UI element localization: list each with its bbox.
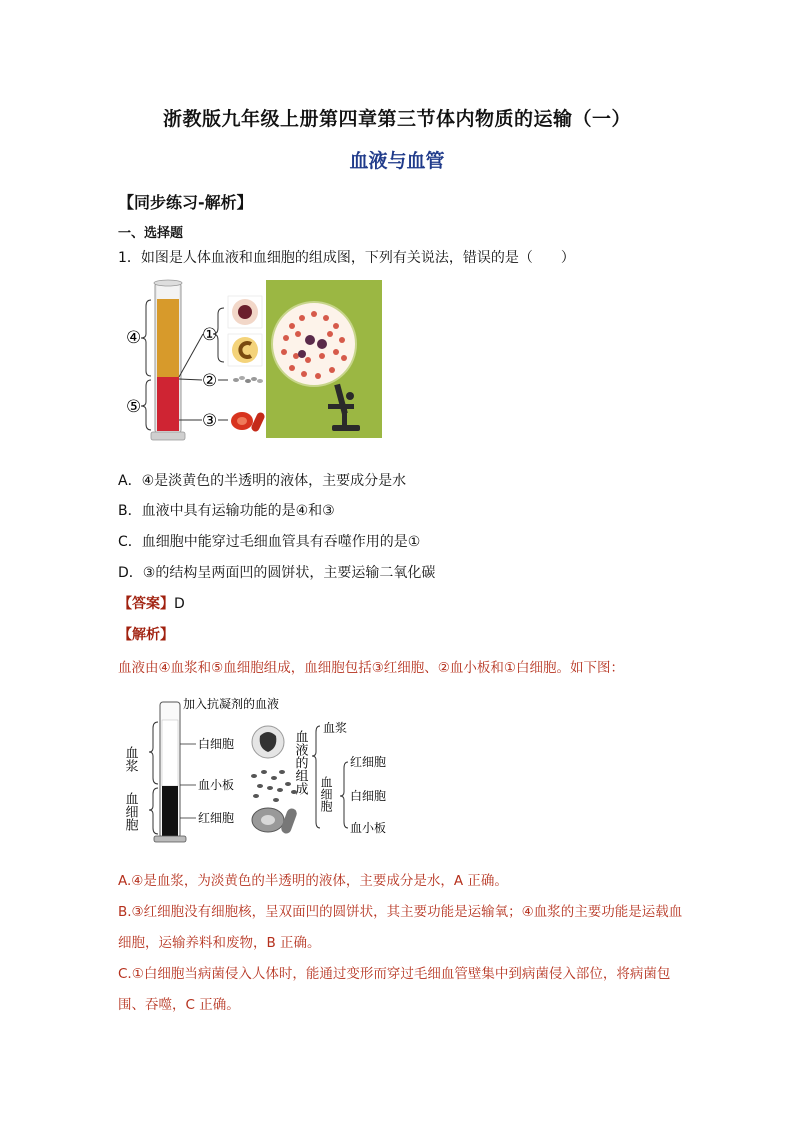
analysis-label: 【解析】 xyxy=(118,627,174,643)
page-title: 浙教版九年级上册第四章第三节体内物质的运输（一） xyxy=(162,108,631,130)
page-subtitle: 血液与血管 xyxy=(349,150,445,172)
analysis-intro: 血液由④血浆和⑤血细胞组成，血细胞包括③红细胞、②血小板和①白细胞。如下图： xyxy=(118,660,625,676)
rbc-label: 红细胞 xyxy=(198,811,235,825)
label-n1: ① xyxy=(202,325,218,345)
answer-value: D xyxy=(174,596,185,612)
answer-label: 【答案】 xyxy=(118,596,174,612)
option-b: B．血液中具有运输功能的是④和③ xyxy=(118,503,335,519)
cell-layer-dark xyxy=(162,786,178,836)
label-n5: ⑤ xyxy=(126,397,142,417)
cell-layer xyxy=(157,377,179,431)
plasma-layer xyxy=(157,299,179,377)
label-n3: ③ xyxy=(202,411,218,431)
tree-wbc: 白细胞 xyxy=(350,789,387,803)
red-cell-icon xyxy=(231,411,266,433)
explanation-b: B.③红细胞没有细胞核，呈双面凹的圆饼状，其主要功能是运输氧；④血浆的主要功能是运载血细胞，运输养料和废物，B 正确。 xyxy=(118,904,683,951)
blood-composition-figure xyxy=(124,276,384,448)
composition-label: 血液的组成 xyxy=(292,730,308,795)
white-cell-icon-2 xyxy=(232,337,258,363)
question-type: 一、选择题 xyxy=(118,226,184,241)
plasma-side-label: 血浆 xyxy=(122,746,138,772)
explanation-c: C.①白细胞当病菌侵入人体时，能通过变形而穿过毛细血管壁集中到病菌侵入部位，将病菌包围、吞噬，C 正确。 xyxy=(118,966,671,1013)
label-n4: ④ xyxy=(126,328,142,348)
cells-side-label: 血细胞 xyxy=(122,792,138,831)
explanation-a: A.④是血浆，为淡黄色的半透明的液体，主要成分是水，A 正确。 xyxy=(118,873,508,889)
answer-line xyxy=(118,593,185,613)
top-label: 加入抗凝剂的血液 xyxy=(183,697,280,711)
option-d: D．③的结构呈两面凹的圆饼状，主要运输二氧化碳 xyxy=(118,565,436,581)
section-label: 【同步练习-解析】 xyxy=(118,193,253,212)
tree-cells: 血细胞 xyxy=(319,776,333,812)
option-c: C．血细胞中能穿过毛细血管具有吞噬作用的是① xyxy=(118,534,421,550)
question-text: 1．如图是人体血液和血细胞的组成图，下列有关说法，错误的是（ ） xyxy=(118,250,575,266)
label-n2: ② xyxy=(202,371,218,391)
wbc-label: 白细胞 xyxy=(198,737,235,751)
platelet-label: 血小板 xyxy=(198,778,235,792)
tube-empty-top xyxy=(157,286,179,299)
platelet-icon xyxy=(233,376,263,383)
tree-platelet: 血小板 xyxy=(350,821,387,835)
tree-plasma: 血浆 xyxy=(323,721,348,735)
blood-components-diagram xyxy=(118,692,418,854)
option-a: A．④是淡黄色的半透明的液体，主要成分是水 xyxy=(118,473,407,489)
tree-rbc: 红细胞 xyxy=(350,755,387,769)
